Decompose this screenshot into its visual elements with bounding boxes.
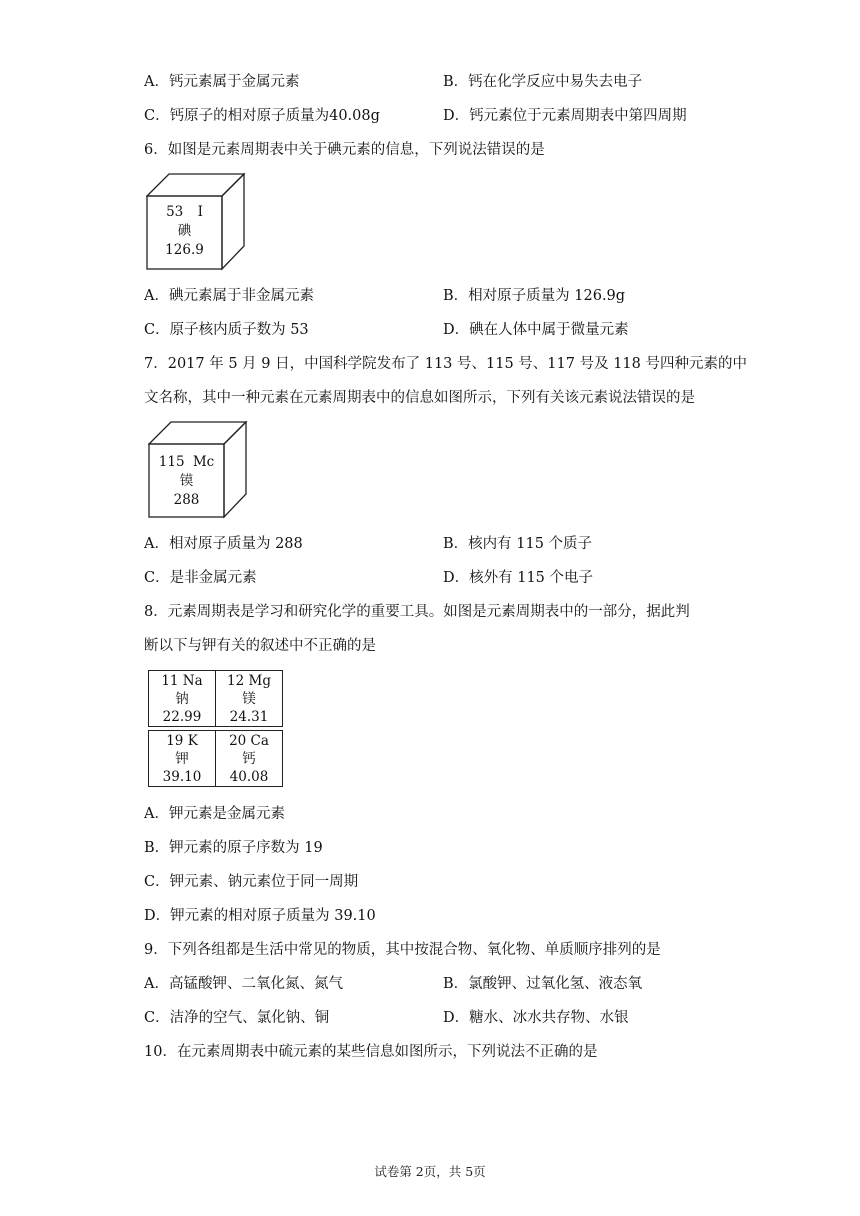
q9-stem: 9．下列各组都是生活中常见的物质，其中按混合物、氧化物、单质顺序排列的是	[144, 942, 661, 958]
element-mass: 22.99	[162, 709, 202, 725]
q10-stem: 10．在元素周期表中硫元素的某些信息如图所示，下列说法不正确的是	[144, 1044, 598, 1060]
element-number-symbol: 115 Mc	[158, 454, 215, 470]
element-number-symbol: 11 Na	[161, 673, 203, 689]
element-mass: 39.10	[162, 769, 202, 785]
q7-option-c: C．是非金属元素	[144, 570, 257, 586]
q6-option-c: C．原子核内质子数为 53	[144, 322, 309, 338]
q5-option-d: D．钙元素位于元素周期表中第四周期	[443, 108, 687, 124]
element-mass: 126.9	[165, 242, 204, 258]
q8-option-a: A．钾元素是金属元素	[144, 806, 285, 822]
element-name: 镆	[179, 473, 194, 489]
q7-stem-line2: 文名称，其中一种元素在元素周期表中的信息如图所示，下列有关该元素说法错误的是	[144, 390, 695, 406]
element-cell-ca	[215, 730, 283, 787]
q8-option-d: D．钾元素的相对原子质量为 39.10	[144, 908, 376, 924]
element-mass: 40.08	[229, 769, 269, 785]
q7-stem-line1: 7．2017 年 5 月 9 日，中国科学院发布了 113 号、115 号、117 号及 118 号四种元素的中	[144, 356, 747, 372]
periodic-table-excerpt	[148, 670, 288, 788]
q9-option-b: B．氯酸钾、过氧化氢、液态氧	[443, 976, 643, 992]
element-name: 钙	[242, 751, 256, 767]
q8-option-b: B．钾元素的原子序数为 19	[144, 840, 323, 856]
iodine-element-cube	[146, 173, 246, 271]
element-name: 碘	[177, 223, 192, 239]
q6-option-b: B．相对原子质量为 126.9g	[443, 288, 626, 304]
q9-option-c: C．洁净的空气、氯化钠、铜	[144, 1010, 330, 1026]
q6-option-d: D．碘在人体中属于微量元素	[443, 322, 629, 338]
element-mass: 288	[173, 492, 200, 508]
q7-option-d: D．核外有 115 个电子	[443, 570, 594, 586]
q5-option-c: C．钙原子的相对原子质量为40.08g	[144, 108, 380, 124]
element-name: 钠	[175, 691, 189, 707]
element-number-symbol: 20 Ca	[229, 733, 269, 749]
element-number-symbol: 19 K	[166, 733, 198, 749]
q5-option-b: B．钙在化学反应中易失去电子	[443, 74, 643, 90]
q9-option-d: D．糖水、冰水共存物、水银	[443, 1010, 629, 1026]
element-number-symbol: 53 I	[166, 204, 203, 220]
element-cell-na	[148, 670, 216, 727]
q9-option-a: A．高锰酸钾、二氧化氮、氮气	[144, 976, 343, 992]
element-number-symbol: 12 Mg	[227, 673, 271, 689]
q6-option-a: A．碘元素属于非金属元素	[144, 288, 314, 304]
element-cell-k	[148, 730, 216, 787]
q8-stem-line2: 断以下与钾有关的叙述中不正确的是	[144, 638, 376, 654]
element-name: 镁	[242, 691, 256, 707]
element-mass: 24.31	[229, 709, 269, 725]
q6-stem: 6．如图是元素周期表中关于碘元素的信息，下列说法错误的是	[144, 142, 545, 158]
q5-option-a: A．钙元素属于金属元素	[144, 74, 300, 90]
q8-stem-line1: 8．元素周期表是学习和研究化学的重要工具。如图是元素周期表中的一部分，据此判	[144, 604, 690, 620]
q8-option-c: C．钾元素、钠元素位于同一周期	[144, 874, 359, 890]
page-footer: 试卷第 2页，共 5页	[374, 1164, 486, 1179]
moscovium-element-cube	[148, 421, 248, 519]
q7-option-b: B．核内有 115 个质子	[443, 536, 593, 552]
q7-option-a: A．相对原子质量为 288	[144, 536, 303, 552]
element-cell-mg	[215, 670, 283, 727]
element-name: 钾	[175, 751, 189, 767]
